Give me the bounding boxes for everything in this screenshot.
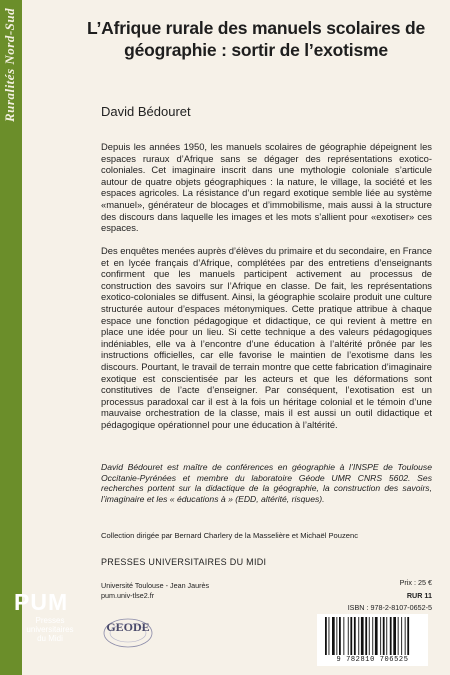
pum-logo-subtitle <box>20 616 80 643</box>
isbn-label: ISBN : 978-2-8107-0652-5 <box>347 603 432 612</box>
summary-paragraph-1: Depuis les années 1950, les manuels scolaires de géographie dépeignent les espaces ruraux d’Afrique sans se dégager des représentations exotico-coloniales. Cet imaginaire inscrit dans une mythologie coloniale s’articule autour de quatre objets géographiques : la nature, le village, la société et les espaces agricoles. La résistance d’un regard exotique semble liée au système «manuel», générateur de blocages et d’immobilisme, mais aussi à la structure des discours dans laquelle les images et les mots s’allient pour «exotiser» ces espaces. <box>101 141 432 234</box>
price-label: Prix : 25 € <box>399 578 432 587</box>
pum-sub-line: du Midi <box>37 634 63 643</box>
university-info <box>101 581 209 601</box>
title-line: géographie : sortir de l’exotisme <box>124 40 388 60</box>
pum-sub-line: universitaires <box>26 625 74 634</box>
title-line: L’Afrique rurale des manuels scolaires de <box>86 18 426 38</box>
author-bio: David Bédouret est maître de conférences en géographie à l’INSPE de Toulouse Occitanie-Pyrénées et membre du laboratoire Géode UMR CNRS 5602. Ses recherches portent sur la didactique de la géographie, la construction des savoirs, l’imaginaire et les « éducations à » (EDD, altérité, risques). <box>101 462 432 504</box>
publisher-name: PRESSES UNIVERSITAIRES DU MIDI <box>101 557 267 567</box>
book-title <box>80 17 432 61</box>
publisher-url: pum.univ-tlse2.fr <box>101 591 155 600</box>
series-number: RUR 11 <box>406 591 432 600</box>
series-name: Ruralités Nord-Sud <box>2 8 17 123</box>
summary-paragraph-2: Des enquêtes menées auprès d’élèves du primaire et du secondaire, en France et en lycée français d’Afrique, complétées par des entretiens d’enseignants confirment que les manuels participent activement au processus de construction des savoirs sur l’Afrique en classe. De fait, les représentations exotico-coloniales se diffusent. Ainsi, la géographie scolaire produit une culture structurée autour d’espaces métonymiques. Cette pratique attribue à chaque espace une fonction pédagogique et didactique, ce qui revient à mettre en place une idée pour un lieu. Si cette technique a des valeurs pédagogiques indéniables, elle va à l’encontre d’une éducation à l’altérité prônée par les instructions officielles, car elle favorise le maintien de l’exotisme dans les discours. Pourtant, le travail de terrain montre que cette fabrication d’imaginaire exotique est conscientisée par les acteurs et que les déformations sont constitutives de l’acte d’enseigner. Par conséquent, l’exotisation est un processus paradoxal car il est à la fois un héritage colonial et le témoin d’une mauvaise orchestration de la classe, mais il est aussi un outil didactique et pédagogique opérationnel pour une éducation à l’altérité. <box>101 245 432 430</box>
university-name: Université Toulouse - Jean Jaurès <box>101 581 210 590</box>
author-name: David Bédouret <box>101 104 191 119</box>
barcode-digits: 9 782810 706525 <box>336 656 409 664</box>
collection-credit: Collection dirigée par Bernard Charlery de la Masselière et Michaël Pouzenc <box>101 531 359 540</box>
pum-sub-line: Presses <box>35 616 65 625</box>
pum-logo: PUM <box>14 589 69 615</box>
geode-logo-text: GEODE <box>106 620 150 634</box>
